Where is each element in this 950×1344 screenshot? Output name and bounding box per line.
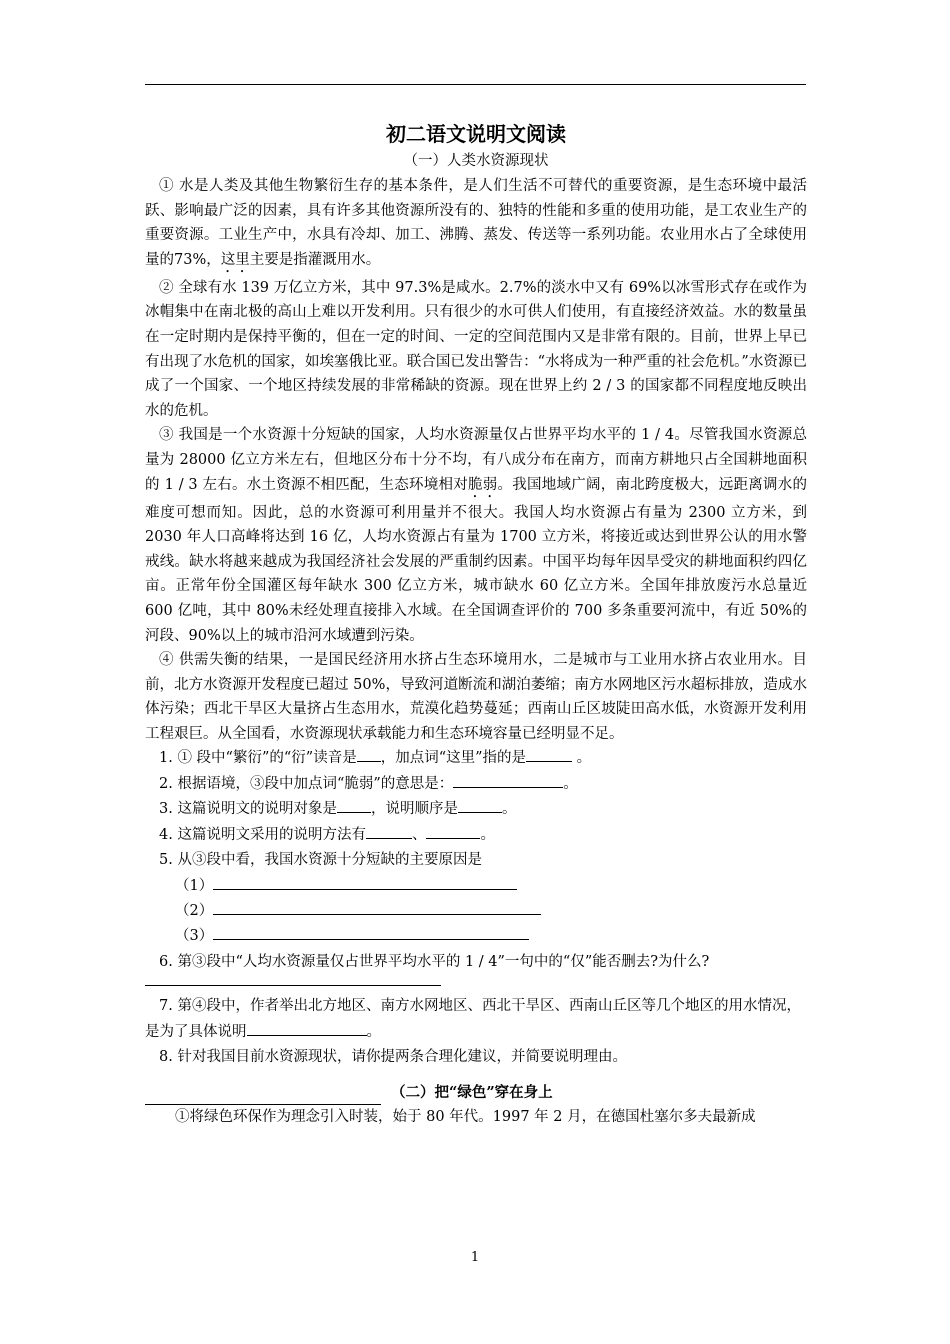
section2-paragraph-1: ①将绿色环保作为理念引入时装，始于 80 年代。1997 年 2 月，在德国杜塞尔多夫最新成 xyxy=(175,1109,756,1126)
section1-title: （一）人类水资源现状 xyxy=(403,153,549,169)
paragraph-4: ④ 供需失衡的结果，一是国民经济用水挤占生态环境用水，二是城市与工业用水挤占农业用水。目前，北方水资源开发程度已超过 50%，导致河道断流和湖泊萎缩；南方水网地区污水超标排放，造成水体污染；西北干旱区大量挤占生态用水，荒漠化趋势蔓延；西南山丘区坡陡田高水低，水资源开发利用工程艰巨。从全国看，水资源现状承载能力和生态环境容量已经明显不足。 xyxy=(145,652,807,742)
answer-blank-1a[interactable] xyxy=(357,747,381,762)
question-3 xyxy=(145,797,807,822)
answer-blank-4b[interactable] xyxy=(426,824,480,839)
answer-blank-1b[interactable] xyxy=(526,747,572,762)
dotted-word-cuiruo: 脆弱 xyxy=(468,476,498,493)
question-1 xyxy=(145,746,807,771)
question-3-text-b: ，说明顺序是 xyxy=(370,801,458,818)
question-5-item-2-label: （2） xyxy=(175,902,214,919)
question-2-text-a: 2. 根据语境，③段中加点词“脆弱”的意思是： xyxy=(159,775,454,792)
question-5: 5. 从③段中看，我国水资源十分短缺的主要原因是 xyxy=(159,852,482,869)
paragraph-1-end: 主要是指灌溉用水。 xyxy=(249,251,381,268)
question-5-item-3-label: （3） xyxy=(175,928,214,945)
question-5-item-3 xyxy=(145,924,807,949)
section2-title: （二）把“绿色”穿在身上 xyxy=(391,1084,553,1102)
question-5-item-2 xyxy=(145,899,807,924)
question-1-text-b: ，加点词“这里”指的是 xyxy=(380,750,527,767)
question-3-text-a: 3. 这篇说明文的说明对象是 xyxy=(159,801,337,818)
document-title: 初二语文说明文阅读 xyxy=(386,122,566,146)
paragraph-1 xyxy=(145,174,807,276)
question-8: 8. 针对我国目前水资源现状，请你提两条合理化建议，并简要说明理由。 xyxy=(159,1048,627,1065)
question-4-text-b: 、 xyxy=(411,826,427,843)
answer-line-6[interactable] xyxy=(145,985,441,986)
question-7 xyxy=(145,994,807,1045)
paragraph-3-text-a: ③ 我国是一个水资源十分短缺的国家，人均水资源量仅占世界平均水平的 1 / 4。尽管我国水资源总量为 28000 亿立方米左右，但地区分布十分不均，有八成分布在南方，而南方耕地只占全国耕地面积的 1 / 3 左右。水土资源不相匹配，生态环境相对 xyxy=(145,427,807,493)
question-2-text-b: 。 xyxy=(563,775,578,792)
question-3-text-c: 。 xyxy=(501,801,517,818)
answer-blank-7[interactable] xyxy=(247,1021,367,1036)
question-4-text-c: 。 xyxy=(480,826,495,843)
question-7-text-a: 7. 第④段中，作者举出北方地区、南方水网地区、西北干旱区、西南山丘区等几个地区的用水情况，是为了具体说明 xyxy=(145,998,801,1040)
paragraph-3-text-b: 。我国地域广阔，南北跨度极大，远距离调水的难度可想而知。因此，总的水资源可利用量并不很大。我国人均水资源占有量为 2300 立方米，到 2030 年人口高峰将达到 16 亿，人均水资源占有量为 1700 立方米，将接近或达到世界公认的用水警戒线。缺水将越来越成为我国经济社会发展的严重制约因素。中国平均每年因旱受灾的耕地面积约四亿亩。正常年份全国灌区每年缺水 300 亿立方米，城市缺水 60 亿立方米。全国年排放废污水总量近 600 亿吨，其中 80%未经处理直接排入水域。在全国调查评价的 700 多条重要河流中，有近 50%的河段、90%以上的城市沿河水域遭到污染。 xyxy=(145,476,807,644)
document-body xyxy=(145,118,807,1130)
question-1-text-a: 1. ① 段中“繁衍”的“衍”读音是 xyxy=(159,750,357,767)
answer-blank-2[interactable] xyxy=(453,773,563,788)
question-5-item-1 xyxy=(145,874,807,899)
page-number: 1 xyxy=(470,1250,480,1265)
section2-header xyxy=(145,1080,807,1105)
answer-blank-5-3[interactable] xyxy=(213,925,529,940)
paragraph-2: ② 全球有水 139 万亿立方米，其中 97.3%是咸水。2.7%的淡水中又有 69%以冰雪形式存在或作为冰帽集中在南北极的高山上难以开发利用。只有很少的水可供人们使用，有直接经济效益。水的数量虽在一定时期内是保持平衡的，但在一定的时间、一定的空间范围内又是非常有限的。目前，世界上早已有出现了水危机的国家，如埃塞俄比亚。联合国已发出警告：“水将成为一种严重的社会危机。”水资源已成了一个国家、一个地区持续发展的非常稀缺的资源。现在世界上约 2 / 3 的国家都不同程度地反映出水的危机。 xyxy=(145,279,807,419)
answer-blank-3a[interactable] xyxy=(337,798,371,813)
question-2 xyxy=(145,772,807,797)
question-6: 6. 第③段中“人均水资源量仅占世界平均水平的 1 / 4”一句中的“仅”能否删去?为什么? xyxy=(159,953,710,970)
paragraph-3 xyxy=(145,423,807,648)
answer-blank-5-2[interactable] xyxy=(213,900,541,915)
header-rule xyxy=(145,84,806,85)
answer-blank-4a[interactable] xyxy=(366,824,412,839)
question-4 xyxy=(145,823,807,848)
answer-blank-3b[interactable] xyxy=(458,798,502,813)
question-1-text-c: 。 xyxy=(572,750,592,767)
dotted-word-zheli: 这里 xyxy=(220,251,250,268)
question-5-item-1-label: （1） xyxy=(175,877,214,894)
question-4-text-a: 4. 这篇说明文采用的说明方法有 xyxy=(159,826,366,843)
question-7-text-b: 。 xyxy=(366,1023,381,1040)
paragraph-1-text: ① 水是人类及其他生物繁衍生存的基本条件，是人们生活不可替代的重要资源，是生态环境中最活跃、影响最广泛的因素，具有许多其他资源所没有的、独特的性能和多重的使用功能，是工农业生产的重要资源。工业生产中，水具有冷却、加工、沸腾、蒸发、传送等一系列功能。农业用水占了全球使用量的73%， xyxy=(145,178,807,268)
answer-blank-5-1[interactable] xyxy=(213,875,517,890)
